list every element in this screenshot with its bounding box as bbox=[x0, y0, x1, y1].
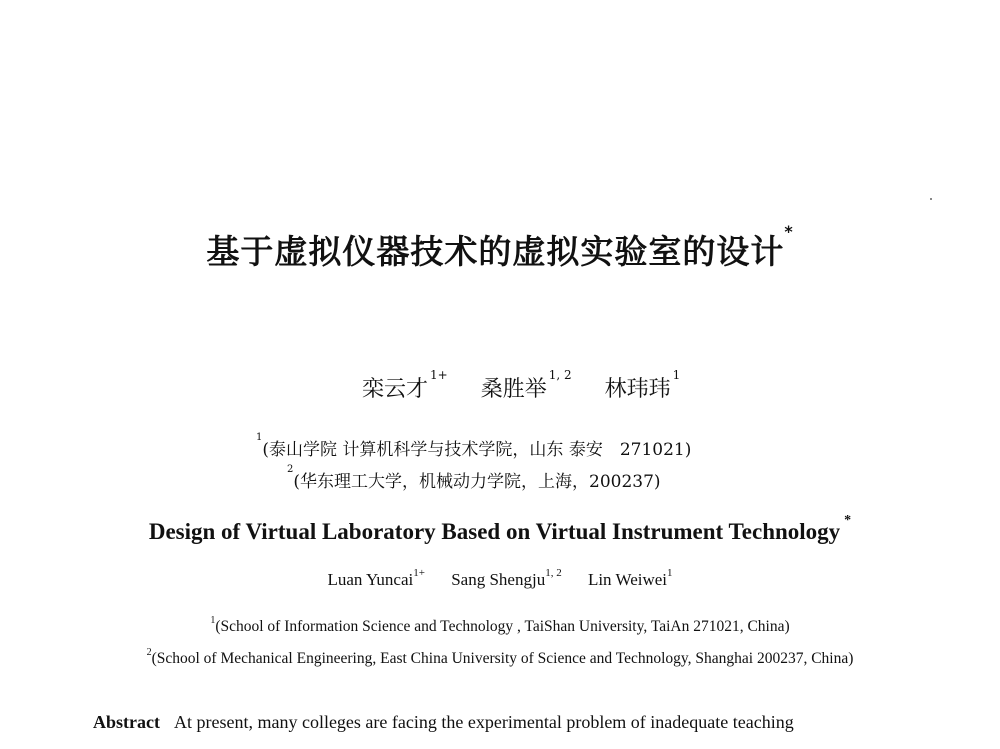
paper-title-chinese bbox=[0, 222, 1000, 273]
author-cn: 栾云才$^{1+}$ bbox=[362, 368, 448, 402]
paper-title-english bbox=[0, 513, 1000, 545]
author-list-english bbox=[0, 567, 1000, 590]
abstract-paragraph bbox=[93, 712, 917, 733]
abstract-label: Abstract bbox=[93, 712, 160, 732]
affiliation-cn-2: $^2$(华东理工大学，机械动力学院，上海，200237) bbox=[287, 464, 661, 492]
author-cn: 桑胜举$^{1, 2}$ bbox=[480, 368, 572, 402]
affiliation-cn-1: $^1$(泰山学院 计算机科学与技术学院，山东 泰安 271021) bbox=[256, 432, 692, 460]
title-en-footnote-mark: * bbox=[844, 513, 852, 528]
title-cn-text: 基于虚拟仪器技术的虚拟实验室的设计 bbox=[206, 232, 785, 271]
affiliation-en-1: $^1$(School of Information Science and Technology , TaiShan University, TaiAn 271021, China) bbox=[210, 615, 790, 635]
author-cn: 林玮玮$^1$ bbox=[604, 368, 681, 402]
affiliation-en-2: $^2$(School of Mechanical Engineering, East China University of Science and Technology, Shanghai 200237, China) bbox=[146, 647, 854, 667]
author-en: Luan Yuncai$^{1+}$ bbox=[327, 567, 425, 589]
abstract-text: At present, many colleges are facing the experimental problem of inadequate teaching bbox=[173, 712, 794, 732]
scan-speck bbox=[930, 198, 932, 200]
author-en: Lin Weiwei$^1$ bbox=[587, 567, 673, 589]
title-en-text: Design of Virtual Laboratory Based on Virtual Instrument Technology bbox=[148, 519, 841, 544]
title-cn-footnote-mark: * bbox=[784, 222, 794, 241]
author-en: Sang Shengju$^{1, 2}$ bbox=[451, 567, 562, 589]
author-list-chinese bbox=[362, 368, 706, 403]
